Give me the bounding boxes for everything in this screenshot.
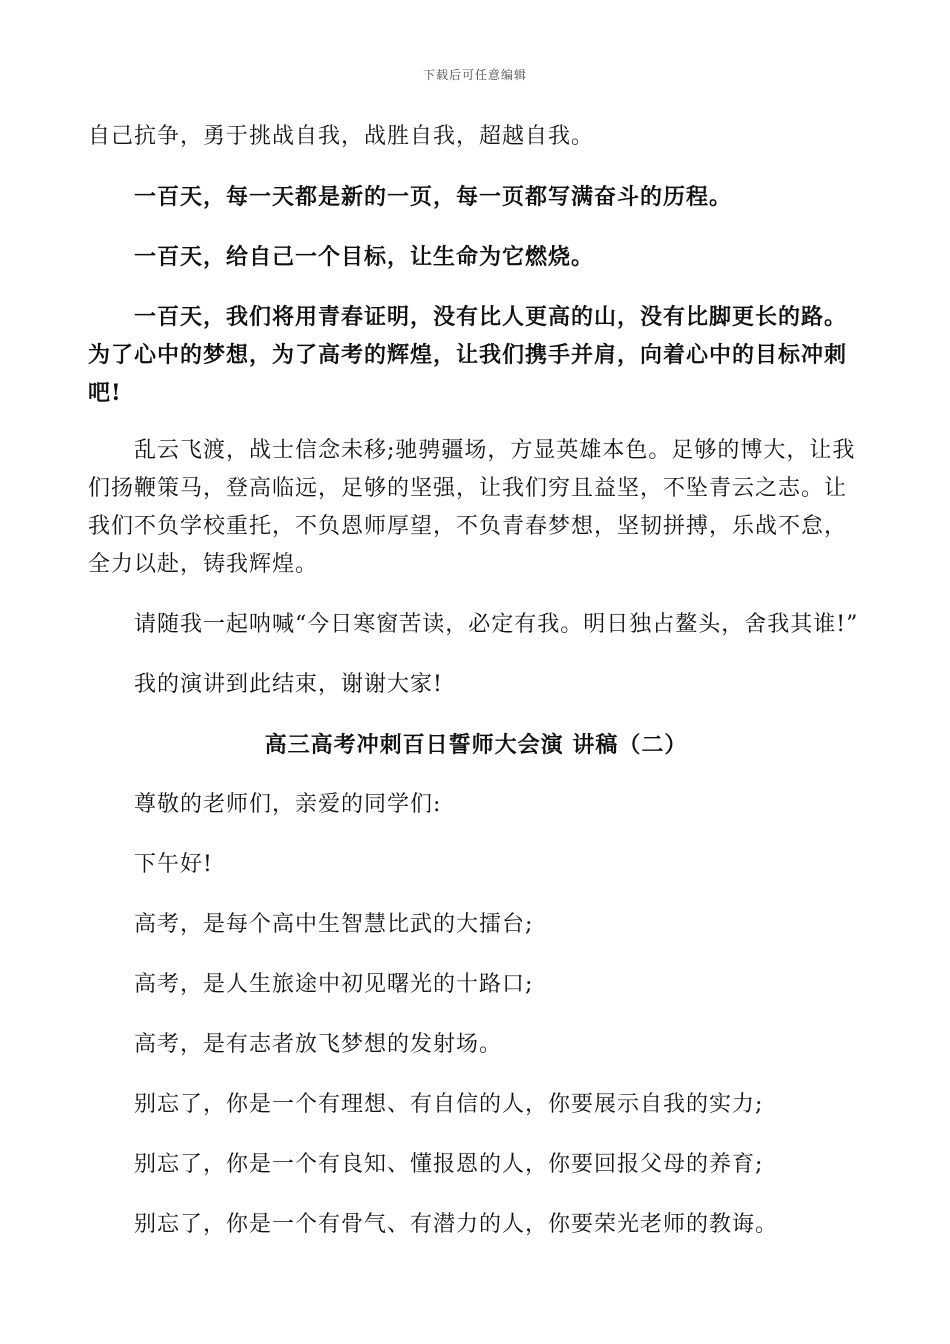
bold-paragraph: 一百天，给自己一个目标，让生命为它燃烧。 (134, 244, 595, 270)
paragraph: 高考，是人生旅途中初见曙光的十路口; (134, 972, 534, 997)
paragraph: 高考，是每个高中生智慧比武的大擂台; (134, 912, 534, 937)
paragraph: 乱云飞渡，战士信念未移;驰骋疆场，方显英雄本色。足够的博大，让我们扬鞭策马，登高临远，足够的坚强，让我们穷且益坚，不坠青云之志。让我们不负学校重托，不负恩师厚望，不负青春梦想，坚韧拼搏，乐战不怠，全力以赴，铸我辉煌。 (88, 438, 856, 577)
bold-paragraph: 一百天，每一天都是新的一页，每一页都写满奋斗的历程。 (134, 184, 733, 210)
bold-paragraph: 一百天，我们将用青春证明，没有比人更高的山，没有比脚更长的路。为了心中的梦想，为了高考的辉煌，让我们携手并肩，向着心中的目标冲刺吧! (88, 304, 848, 406)
section-title: 高三高考冲刺百日誓师大会演 讲稿（二） (264, 732, 688, 758)
paragraph: 我的演讲到此结束，谢谢大家! (134, 672, 443, 697)
paragraph: 别忘了，你是一个有良知、懂报恩的人，你要回报父母的养育; (134, 1152, 764, 1177)
paragraph: 高考，是有志者放飞梦想的发射场。 (134, 1032, 503, 1057)
salutation: 尊敬的老师们，亲爱的同学们: (134, 792, 442, 817)
document-content (88, 118, 864, 1244)
paragraph: 别忘了，你是一个有骨气、有潜力的人，你要荣光老师的教诲。 (134, 1212, 779, 1237)
greeting: 下午好! (134, 852, 213, 877)
paragraph: 别忘了，你是一个有理想、有自信的人，你要展示自我的实力; (134, 1092, 764, 1117)
paragraph: 自己抗争，勇于挑战自我，战胜自我，超越自我。 (88, 124, 595, 149)
header-note: 下载后可任意编辑 (422, 68, 527, 82)
paragraph: 请随我一起呐喊“今日寒窗苦读，必定有我。明日独占鳌头，舍我其谁!” (134, 612, 859, 637)
